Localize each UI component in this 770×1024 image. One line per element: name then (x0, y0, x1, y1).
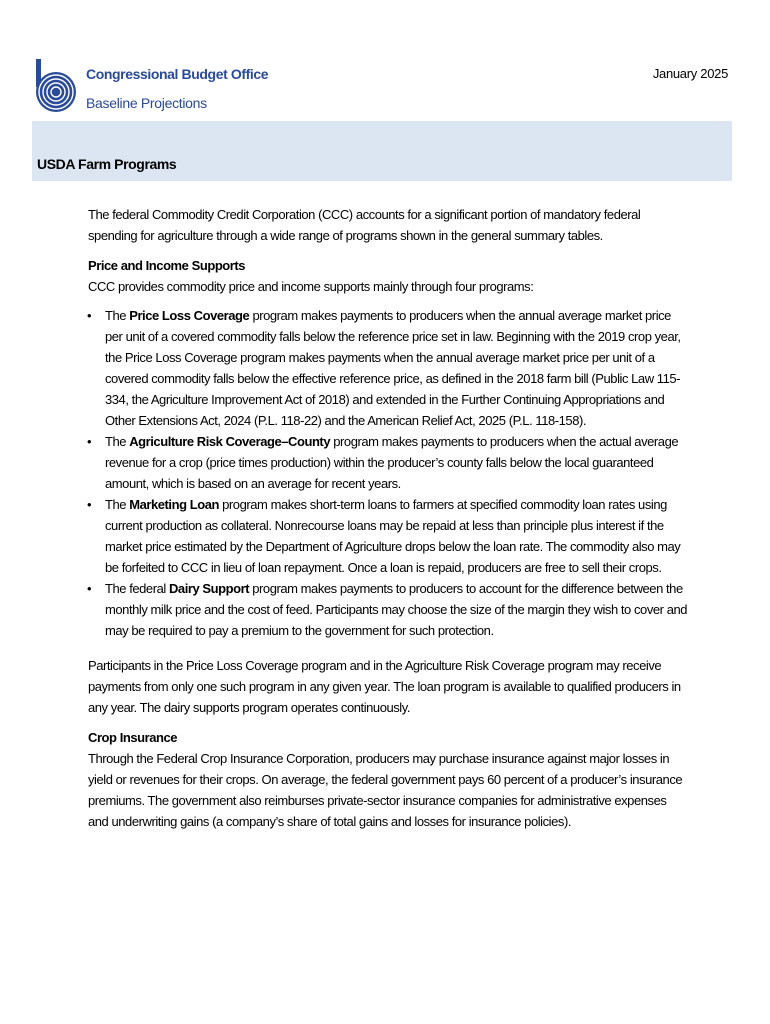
report-subtitle: Baseline Projections (86, 95, 207, 111)
list-item: • The federal Dairy Support program makes payments to producers to account for the difference between the monthly milk price and the cost of feed. Participants may choose the size of the margin they wish to cover and may be required to pay a premium to the government for such protection. (88, 578, 688, 641)
program-name: Marketing Loan (129, 497, 219, 512)
bullet-icon: • (87, 434, 92, 449)
crop-insurance-paragraph: Through the Federal Crop Insurance Corporation, producers may purchase insurance against major losses in yield or revenues for their crops. On average, the federal government pays 60 percent of a producer’s insurance premiums. The government also reimburses private-sector insurance companies for administrative expenses and underwriting gains (a company’s share of total gains and losses for insurance policies). (88, 751, 683, 829)
list-item: • The Marketing Loan program makes short-term loans to farmers at specified commodity loan rates using current production as collateral. Nonrecourse loans may be repaid at less than principle plus interest if the market price estimated by the Department of Agriculture drops below the loan rate. The commodity also may be forfeited to CCC in lieu of loan repayment. Once a loan is repaid, producers are free to sell their crops. (88, 494, 688, 578)
crop-insurance-heading: Crop Insurance (88, 730, 178, 745)
list-item: • The Price Loss Coverage program makes payments to producers when the annual average market price per unit of a covered commodity falls below the reference price set in law. Beginning with the 2019 crop year, the Price Loss Coverage program makes payments when the annual average market price per unit of a covered commodity falls below the effective reference price, as defined in the 2018 farm bill (Public Law 115-334, the Agriculture Improvement Act of 2018) and extended in the Further Continuing Appropriations and Other Extensions Act, 2024 (P.L. 118-22) and the American Relief Act, 2025 (P.L. 118-158). (88, 305, 688, 431)
bullet-icon: • (87, 581, 92, 596)
price-income-lead: CCC provides commodity price and income supports mainly through four programs: (88, 279, 534, 294)
program-name: Price Loss Coverage (129, 308, 250, 323)
document-body (88, 204, 688, 832)
price-income-heading: Price and Income Supports (88, 258, 246, 273)
bullet-icon: • (87, 497, 92, 512)
cbo-logo-icon (34, 59, 76, 113)
program-list (88, 305, 688, 641)
section-title: USDA Farm Programs (37, 156, 177, 172)
intro-paragraph: The federal Commodity Credit Corporation (CCC) accounts for a significant portion of mandatory federal spending for agriculture through a wide range of programs shown in the general summary tables. (88, 207, 641, 243)
program-name: Dairy Support (168, 581, 250, 596)
report-date: January 2025 (652, 66, 728, 81)
list-item: • The Agriculture Risk Coverage–County program makes payments to producers when the actual average revenue for a crop (price times production) within the producer’s county falls below the local guaranteed amount, which is based on an average for recent years. (88, 431, 688, 494)
section-band (32, 121, 732, 181)
bullet-icon: • (87, 308, 92, 323)
participation-paragraph: Participants in the Price Loss Coverage program and in the Agriculture Risk Coverage program may receive payments from only one such program in any given year. The loan program is available to qualified producers in any year. The dairy supports program operates continuously. (88, 658, 681, 715)
org-name: Congressional Budget Office (86, 66, 269, 82)
program-name: Agriculture Risk Coverage–County (129, 434, 331, 449)
